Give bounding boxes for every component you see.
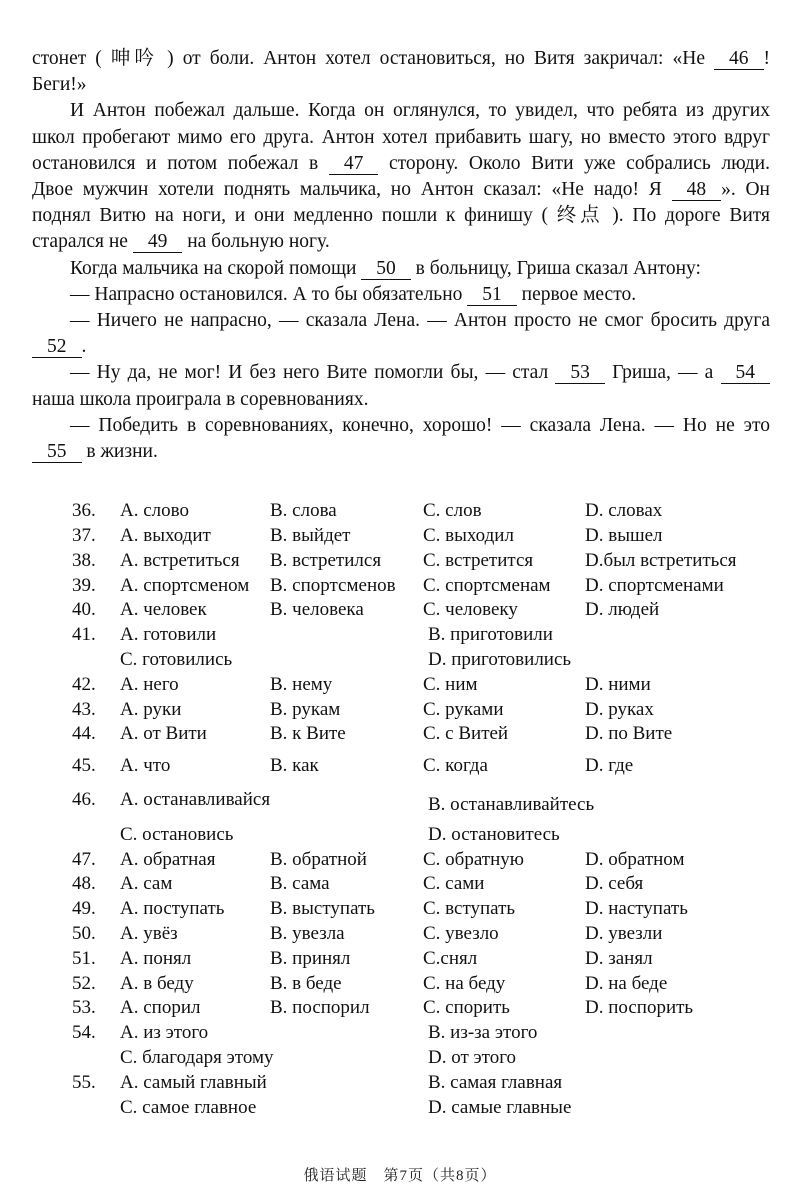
question-36 — [72, 499, 780, 524]
option-D: D. от этого — [428, 1046, 517, 1068]
option-D: D. приготовились — [428, 649, 572, 671]
blank-55: 55 — [32, 442, 82, 463]
option-D: D. словах — [585, 500, 663, 522]
option-A: A. самый главный — [120, 1071, 267, 1093]
option-A: A. увёз — [120, 923, 178, 944]
blank-53: 53 — [555, 363, 605, 384]
blank-47: 47 — [329, 154, 379, 175]
option-B: B. спортсменов — [270, 574, 396, 596]
option-A: A. него — [120, 673, 179, 695]
option-A: A. спорил — [120, 997, 201, 1019]
option-C: C. обратную — [423, 848, 524, 870]
question-number: 36. — [72, 500, 96, 522]
passage-line: поднял Витю на ноги, и они медленно пошли к финишу ( 终点 ). По дороге Витя — [32, 205, 770, 227]
question-number: 51. — [72, 947, 96, 969]
option-B: B. в беде — [270, 972, 342, 994]
option-C: C. спортсменам — [423, 574, 551, 596]
option-B: B. обратной — [270, 848, 367, 870]
passage-line: И Антон побежал дальше. Когда он оглянулся, то увидел, что ребята из других — [70, 100, 770, 122]
option-C: C. встретится — [423, 549, 534, 571]
option-D: D. самые главные — [428, 1096, 572, 1118]
option-C: C. остановись — [120, 823, 234, 845]
blank-50: 50 — [361, 259, 411, 280]
passage-line: школ пробегают мимо его друга. Антон хотел прибавить шагу, но вместо этого вдруг — [32, 126, 770, 148]
option-B: B. как — [270, 755, 319, 777]
option-A: A. понял — [120, 947, 192, 969]
option-A: A. от Вити — [120, 723, 207, 745]
question-43 — [72, 698, 780, 723]
option-A: A. что — [120, 755, 171, 777]
blank-54: 54 — [721, 363, 771, 384]
question-40 — [72, 598, 780, 623]
option-C: C. готовились — [120, 649, 233, 671]
option-C: C. выходил — [423, 525, 514, 547]
question-number: 37. — [72, 525, 96, 547]
question-list — [72, 499, 780, 1120]
blank-49: 49 — [133, 232, 183, 253]
blank-52: 52 — [32, 337, 82, 358]
passage-line: — Ничего не напрасно, — сказала Лена. — Антон просто не смог бросить друга — [70, 310, 770, 332]
option-D: D.был встретиться — [585, 549, 737, 571]
question-47 — [72, 848, 780, 873]
question-50 — [72, 922, 780, 947]
question-48 — [72, 872, 780, 897]
question-number: 41. — [72, 624, 96, 646]
question-39 — [72, 574, 780, 599]
option-D: D. где — [585, 755, 634, 777]
question-38 — [72, 549, 780, 574]
option-B: B. приготовили — [428, 624, 553, 646]
option-B: B. встретился — [270, 549, 382, 571]
option-C: C. вступать — [423, 898, 516, 920]
option-B: B. человека — [270, 599, 364, 621]
question-number: 45. — [72, 755, 96, 777]
question-49 — [72, 897, 780, 922]
option-D: D. поспорить — [585, 997, 694, 1019]
option-C: C. на беду — [423, 972, 506, 994]
option-D: D. людей — [585, 599, 660, 621]
question-51 — [72, 947, 780, 972]
option-A: A. руки — [120, 698, 182, 720]
option-A: A. в беду — [120, 972, 194, 994]
option-C: C. ним — [423, 673, 478, 695]
passage-line: стонет ( 呻吟 ) от боли. Антон хотел остановиться, но Витя закричал: «Не 46 ! — [32, 48, 770, 69]
question-number: 43. — [72, 698, 96, 720]
question-52 — [72, 972, 780, 997]
passage-line: — Победить в соревнованиях, конечно, хорошо! — сказала Лена. — Но не это — [70, 414, 770, 436]
option-B: B. к Вите — [270, 723, 346, 745]
blank-51: 51 — [467, 285, 517, 306]
option-C: C. когда — [423, 755, 488, 777]
question-number: 47. — [72, 848, 96, 870]
option-B: B. поспорил — [270, 997, 370, 1019]
passage-line: Беги!» — [32, 74, 87, 96]
passage-line: — Ну да, не мог! И без него Вите помогли бы, — стал 53 Гриша, — а 54 — [32, 360, 770, 386]
option-C: C. благодаря этому — [120, 1046, 274, 1068]
passage-line: Двое мужчин хотели поднять мальчика, но Антон сказал: «Не надо! Я 48 ». Он — [32, 179, 770, 201]
passage-line: старался не 49 на больную ногу. — [32, 231, 330, 253]
option-C: C. слов — [423, 500, 482, 522]
option-B: B. выступать — [270, 898, 375, 920]
option-C: C. сами — [423, 873, 485, 895]
option-A: A. готовили — [120, 624, 217, 646]
question-number: 52. — [72, 972, 96, 994]
option-B: B. из-за этого — [428, 1022, 538, 1044]
question-54 — [72, 1021, 780, 1071]
passage-line: остановился и потом побежал в 47 сторону. Около Вити уже собрались люди. — [32, 152, 770, 174]
question-55 — [72, 1071, 780, 1121]
footer-text: 俄语试题 第7页（共8页） — [303, 1168, 497, 1184]
option-D: D. руках — [585, 698, 654, 720]
option-D: D. ними — [585, 673, 651, 695]
blank-46: 46 — [714, 49, 764, 70]
option-A: A. сам — [120, 873, 173, 895]
option-B: B. слова — [270, 500, 337, 522]
question-37 — [72, 524, 780, 549]
question-41 — [72, 623, 780, 673]
question-45 — [72, 754, 780, 779]
page-footer — [0, 1164, 800, 1185]
option-A: A. поступать — [120, 898, 225, 920]
option-B: B. останавливайтесь — [428, 794, 595, 816]
option-A: A. останавливайся — [120, 789, 271, 811]
question-number: 54. — [72, 1022, 96, 1044]
question-42 — [72, 673, 780, 698]
option-D: D. по Вите — [585, 723, 673, 745]
option-A: A. спортсменом — [120, 574, 250, 596]
option-D: D. вышел — [585, 525, 663, 547]
passage-line: Когда мальчика на скорой помощи 50 в больницу, Гриша сказал Антону: — [70, 257, 701, 279]
option-A: A. из этого — [120, 1022, 209, 1044]
option-D: D. себя — [585, 873, 644, 895]
question-number: 39. — [72, 574, 96, 596]
option-A: A. слово — [120, 500, 189, 522]
option-D: D. на беде — [585, 972, 668, 994]
passage-line: наша школа проиграла в соревнованиях. — [32, 388, 369, 410]
option-C: C. спорить — [423, 997, 510, 1019]
passage-line: — Напрасно остановился. А то бы обязательно 51 первое место. — [70, 283, 637, 305]
option-B: B. самая главная — [428, 1071, 563, 1093]
cloze-passage — [32, 46, 770, 465]
option-C: C. руками — [423, 698, 504, 720]
question-number: 55. — [72, 1071, 96, 1093]
question-number: 53. — [72, 997, 96, 1019]
option-D: D. наступать — [585, 898, 688, 920]
option-A: A. встретиться — [120, 549, 240, 571]
question-number: 49. — [72, 898, 96, 920]
question-number: 40. — [72, 599, 96, 621]
option-C: C. с Витей — [423, 723, 509, 745]
passage-line: 55 в жизни. — [32, 439, 770, 465]
option-D: D. увезли — [585, 923, 663, 944]
question-number: 50. — [72, 923, 96, 944]
option-C: C.снял — [423, 947, 478, 969]
option-A: A. обратная — [120, 848, 216, 870]
option-D: D. обратном — [585, 848, 685, 870]
passage-line: 52 . — [32, 334, 770, 360]
option-B: B. принял — [270, 947, 351, 969]
blank-48: 48 — [672, 180, 722, 201]
option-B: B. нему — [270, 673, 333, 695]
question-46 — [72, 788, 780, 848]
question-number: 46. — [72, 789, 96, 811]
question-number: 38. — [72, 549, 96, 571]
option-B: B. увезла — [270, 923, 345, 944]
option-B: B. выйдет — [270, 525, 351, 547]
question-number: 48. — [72, 873, 96, 895]
question-44 — [72, 722, 780, 747]
question-number: 44. — [72, 723, 96, 745]
option-A: A. человек — [120, 599, 207, 621]
question-number: 42. — [72, 673, 96, 695]
option-B: B. сама — [270, 873, 330, 895]
question-53 — [72, 996, 780, 1021]
option-D: D. спортсменами — [585, 574, 724, 596]
option-A: A. выходит — [120, 525, 211, 547]
option-C: C. человеку — [423, 599, 518, 621]
option-C: C. самое главное — [120, 1096, 257, 1118]
option-D: D. остановитесь — [428, 823, 560, 845]
option-D: D. занял — [585, 947, 653, 969]
option-B: B. рукам — [270, 698, 341, 720]
option-C: C. увезло — [423, 923, 499, 944]
